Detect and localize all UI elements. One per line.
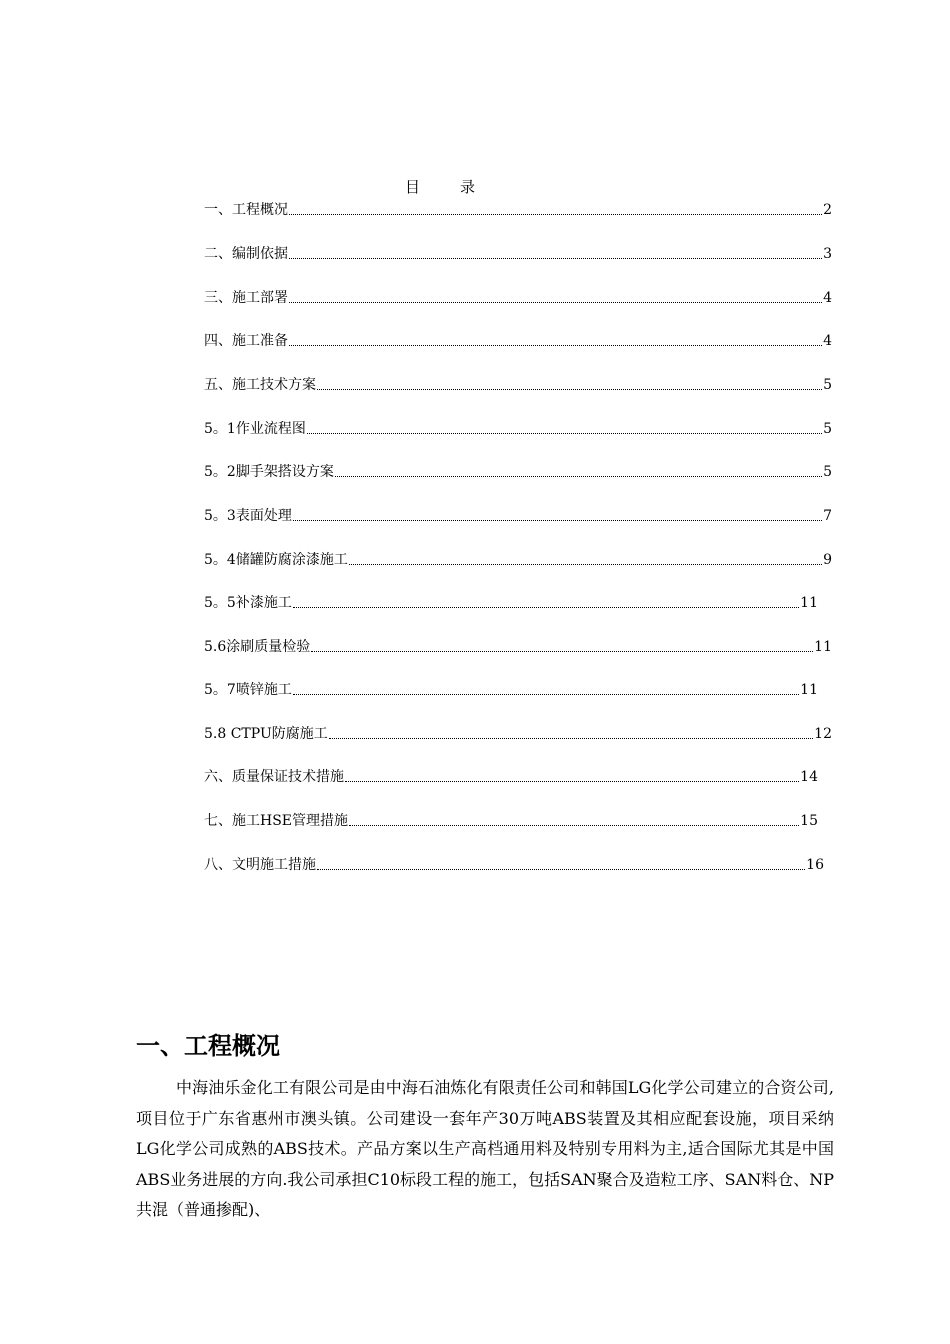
- toc-leader-dots: [311, 651, 813, 652]
- toc-entry[interactable]: [204, 811, 818, 831]
- toc-leader-dots: [317, 389, 822, 390]
- toc-leader-dots: [345, 781, 799, 782]
- toc-leader-dots: [293, 520, 822, 521]
- toc-entry-label: 5。2脚手架搭设方案: [204, 464, 334, 480]
- toc-entry-page: 3: [823, 246, 832, 262]
- toc-entry[interactable]: [204, 724, 832, 744]
- toc-leader-dots: [349, 564, 822, 565]
- toc-entry-page: 11: [814, 639, 832, 655]
- toc-leader-dots: [307, 433, 822, 434]
- toc-leader-dots: [289, 258, 822, 259]
- toc-leader-dots: [317, 869, 805, 870]
- toc-entry-label: 5。5补漆施工: [204, 595, 292, 611]
- toc-entry-page: 4: [823, 333, 832, 349]
- toc-entry[interactable]: [204, 244, 832, 264]
- toc-entry-page: 14: [800, 769, 818, 785]
- toc-entry-label: 三、施工部署: [204, 290, 288, 306]
- toc-leader-dots: [293, 607, 799, 608]
- toc-entry[interactable]: [204, 462, 832, 482]
- toc-entry-label: 5。7喷锌施工: [204, 682, 292, 698]
- toc-entry-page: 12: [814, 726, 832, 742]
- toc-entry-page: 5: [823, 464, 832, 480]
- toc-leader-dots: [335, 476, 822, 477]
- toc-entry-label: 八、文明施工措施: [204, 857, 316, 873]
- toc-entry-page: 5: [823, 377, 832, 393]
- toc-entry[interactable]: [204, 550, 832, 570]
- toc-entry-label: 一、工程概况: [204, 202, 288, 218]
- toc-leader-dots: [329, 738, 813, 739]
- toc-entry[interactable]: [204, 637, 832, 657]
- toc-entry[interactable]: [204, 680, 818, 700]
- toc-entry-label: 四、施工准备: [204, 333, 288, 349]
- toc-title: [0, 176, 880, 197]
- toc-entry[interactable]: [204, 855, 824, 875]
- section-heading: 一、工程概况: [136, 1032, 280, 1060]
- toc-entry[interactable]: [204, 419, 832, 439]
- toc-entry-page: 9: [823, 552, 832, 568]
- toc-entry-label: 五、施工技术方案: [204, 377, 316, 393]
- toc-entry[interactable]: [204, 506, 832, 526]
- toc-entry[interactable]: [204, 288, 832, 308]
- toc-entry-page: 7: [823, 508, 832, 524]
- toc-entry-page: 11: [800, 682, 818, 698]
- section-paragraph: 中海油乐金化工有限公司是由中海石油炼化有限责任公司和韩国LG化学公司建立的合资公司,项目位于广东省惠州市澳头镇。公司建设一套年产30万吨ABS装置及其相应配套设施，项目采纳LG化学公司成熟的ABS技术。产品方案以生产高档通用料及特别专用料为主,适合国际尤其是中国ABS业务进展的方向.我公司承担C10标段工程的施工，包括SAN聚合及造粒工序、SAN料仓、NP共混（普通掺配)、: [136, 1078, 834, 1219]
- toc-title-right: 录: [460, 178, 476, 196]
- toc-title-left: 目: [404, 178, 420, 196]
- toc-entry-label: 5.6涂刷质量检验: [204, 639, 311, 655]
- toc-entry[interactable]: [204, 767, 818, 787]
- toc-entry-label: 二、编制依据: [204, 246, 288, 262]
- toc-entry-page: 11: [800, 595, 818, 611]
- toc-entry-page: 15: [800, 813, 818, 829]
- toc-leader-dots: [293, 694, 799, 695]
- toc-entry[interactable]: [204, 331, 832, 351]
- toc-entry-label: 5。3表面处理: [204, 508, 292, 524]
- toc-entry-page: 2: [823, 202, 832, 218]
- toc-entry-page: 5: [823, 421, 832, 437]
- toc-leader-dots: [289, 302, 822, 303]
- toc-entry-label: 5。1作业流程图: [204, 421, 306, 437]
- toc-entry[interactable]: [204, 200, 832, 220]
- toc-entry-label: 六、质量保证技术措施: [204, 769, 344, 785]
- toc-entry-label: 七、施工HSE管理措施: [204, 813, 349, 829]
- toc-leader-dots: [289, 214, 822, 215]
- toc-entry-page: 16: [806, 857, 824, 873]
- toc-entry-page: 4: [823, 290, 832, 306]
- toc-leader-dots: [289, 345, 822, 346]
- toc-entry-label: 5。4储罐防腐涂漆施工: [204, 552, 348, 568]
- toc-entry[interactable]: [204, 593, 818, 613]
- toc-entry-label: 5.8 CTPU防腐施工: [204, 726, 328, 742]
- toc-leader-dots: [349, 825, 799, 826]
- toc-entry[interactable]: [204, 375, 832, 395]
